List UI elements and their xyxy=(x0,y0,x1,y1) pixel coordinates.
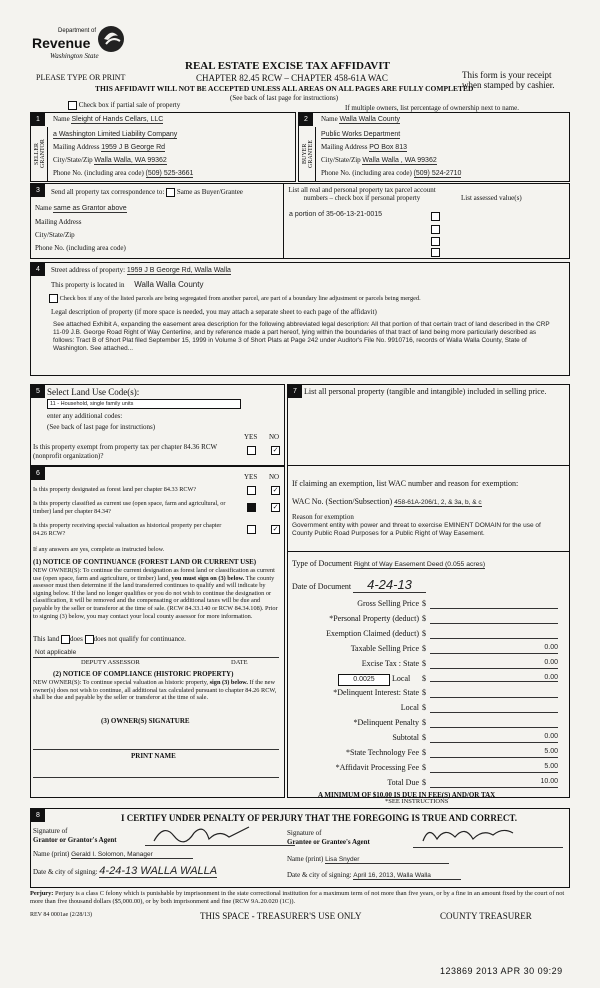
legal-description[interactable]: See attached Exhibit A, expanding the easement area description for the following abbreviated legal description: All that portion of that certain tract of land described in the CRP 11-09 J.B. George Road Right of Way Centerline, and by reference made a part hereof, lying within the boundaries of that tract of land being more particularly described as follows: Tract B of Short Plat filed September 15, 1999 in Volume 3 of Short Plats at Page 242 under Auditor's File No. 9910716, records of Walla Walla County, State of Washington. See attached... xyxy=(53,321,550,352)
tax-line-row xyxy=(288,614,569,624)
tax-line-row xyxy=(288,688,569,698)
forest-no-checkbox[interactable]: ✓ xyxy=(272,486,279,494)
notice1-body: NEW OWNER(S): To continue the current designation as forest land or classification as current use (open space, farm and agriculture, or timber) land, you must sign on (3) below. The county assessor must then determine if the land transferred continues to qualify and will indicate by signing below. If the land no longer qualifies or you do not wish to continue the designation or classification, it will be removed and the compensating or additional taxes will be due and payable by the seller or transferor at the time of sale. (RCW 84.33.140 or RCW 84.34.108). Prior to signing (3) below, you may contact your local county assessor for more information. xyxy=(33,567,278,620)
tax-line-label: *Personal Property (deduct) xyxy=(329,614,419,623)
historic-no-checkbox[interactable]: ✓ xyxy=(272,525,279,533)
dept-line1: Department of xyxy=(58,28,97,34)
multiple-owners-note: If multiple owners, list percentage of ownership next to name. xyxy=(345,104,519,112)
tax-line-value[interactable] xyxy=(430,688,558,698)
seller-phone[interactable]: (509) 525-3661 xyxy=(145,170,194,177)
grantor-signature[interactable] xyxy=(149,821,259,847)
exempt-no-checkbox[interactable]: ✓ xyxy=(272,446,279,454)
forest-question: Is this property designated as forest land per chapter 84.33 RCW? xyxy=(33,486,197,493)
current-use-no-checkbox[interactable]: ✓ xyxy=(272,503,279,511)
revenue-logo xyxy=(30,22,130,64)
revenue-logo-icon xyxy=(96,24,126,54)
tax-line-dollar: $ xyxy=(422,644,426,653)
segregated-row: Check box if any of the listed parcels are being segregated from another parcel, are part of a boundary line adjustment or parcels being merged. xyxy=(49,294,421,303)
grantor-print-name[interactable]: Gerald I. Solomon, Manager xyxy=(71,851,193,859)
land-use-section xyxy=(30,384,285,466)
section-5-number: 5 xyxy=(31,385,45,398)
partial-sale-row xyxy=(68,101,180,110)
seller-city[interactable]: Walla Walla, WA 99362 xyxy=(94,157,167,164)
parcel-checkbox-1[interactable] xyxy=(431,212,440,221)
located-row: This property is located in Walla Walla County xyxy=(51,280,204,289)
grantee-print-name[interactable]: Lisa Snyder xyxy=(325,856,449,864)
parcel-checkbox-2[interactable] xyxy=(431,225,440,234)
historic-question: Is this property receiving special valuation as historical property per chapter 84.26 RCW? xyxy=(33,522,222,537)
tax-line-value[interactable] xyxy=(430,703,558,713)
historic-yes-checkbox[interactable] xyxy=(247,525,256,534)
wac-number[interactable]: 458-61A-206/1, 2, & 3a, b, & c xyxy=(394,499,482,506)
buyer-name2: Public Works Department xyxy=(321,131,401,138)
tax-line-label: *Affidavit Processing Fee xyxy=(335,763,419,772)
section-4-number: 4 xyxy=(31,263,45,276)
parcel-list-label: List all real and personal property tax parcel account numbers – check box if personal property xyxy=(288,186,436,202)
notice2-body: NEW OWNER(S): To continue special valuation as historic property, sign (3) below. If the new owner(s) does not wish to continue, all additional tax calculated pursuant to chapter 84.26 RCW, shall be due and payable by the seller or transferor at the time of sale. xyxy=(33,679,277,702)
local-label: Local xyxy=(392,674,411,683)
seller-section xyxy=(30,112,296,182)
tax-line-dollar: $ xyxy=(422,629,426,638)
send-correspondence-row: Send all property tax correspondence to: Same as Buyer/Grantee xyxy=(51,188,243,197)
tax-line-row xyxy=(288,644,569,654)
located-county[interactable]: Walla Walla County xyxy=(134,280,204,289)
seller-mailing[interactable]: 1959 J B George Rd xyxy=(101,144,166,151)
tax-line-row xyxy=(288,763,569,773)
dept-line2: Revenue xyxy=(32,35,91,51)
additional-codes-label: enter any additional codes: xyxy=(47,412,123,420)
tax-line-dollar: $ xyxy=(422,733,426,742)
seller-name2: a Washington Limited Liability Company xyxy=(53,131,178,138)
tax-line-label: Exemption Claimed (deduct) xyxy=(326,629,419,638)
print-name-label: PRINT NAME xyxy=(131,752,176,760)
parcel-checkbox-4[interactable] xyxy=(431,248,440,257)
grantor-print-row: Name (print) Gerald I. Solomon, Manager xyxy=(33,850,193,858)
receipt-line1: This form is your receipt xyxy=(462,70,552,80)
buyer-mailing-row: Mailing Address PO Box 813 xyxy=(321,143,407,151)
reason-text[interactable]: Government entity with power and threat to exercise EMINENT DOMAIN for the use of County Public Road Purposes for a Public Right of Way Easement. xyxy=(292,522,541,537)
tax-line-row xyxy=(288,778,569,788)
seller-phone-row: Phone No. (including area code) (509) 525-3661 xyxy=(53,169,194,177)
buyer-phone[interactable]: (509) 524-2710 xyxy=(413,170,462,177)
seller-side-label: SELLER GRANTOR xyxy=(34,139,46,169)
section-1-number: 1 xyxy=(31,113,45,126)
current-use-yes-checkbox[interactable] xyxy=(247,503,256,512)
legal-label: Legal description of property (if more space is needed, you may attach a separate sheet to each page of the affidavit) xyxy=(51,308,377,316)
segregated-checkbox[interactable] xyxy=(49,294,58,303)
tax-line-value[interactable] xyxy=(430,718,558,728)
tax-line-value[interactable]: 5.00 xyxy=(430,763,558,773)
tax-line-dollar: $ xyxy=(422,703,426,712)
notice1-title: (1) NOTICE OF CONTINUANCE (FOREST LAND OR CURRENT USE) xyxy=(33,558,257,566)
grantor-agent-label: Grantor or Grantor's Agent xyxy=(33,836,117,844)
tax-line-label: Subtotal xyxy=(392,733,419,742)
tax-line-label: *Delinquent Penalty xyxy=(353,718,419,727)
s6-no-label: NO xyxy=(269,473,280,481)
s5-see-back: (See back of last page for instructions) xyxy=(47,423,156,431)
does-not-checkbox[interactable] xyxy=(85,635,94,644)
forest-yes-checkbox[interactable] xyxy=(247,486,256,495)
seller-city-row: City/State/Zip Walla Walla, WA 99362 xyxy=(53,156,167,164)
local-dollar: $ xyxy=(422,674,426,683)
parcel-checkbox-3[interactable] xyxy=(431,237,440,246)
deputy-assessor-label: DEPUTY ASSESSOR xyxy=(81,659,140,666)
tax-line-value[interactable]: 0.00 xyxy=(430,644,558,654)
section-7-number: 7 xyxy=(288,385,302,398)
tax-line-row xyxy=(288,748,569,758)
tax-line-row xyxy=(288,733,569,743)
current-use-question: Is this property classified as current use (open space, farm and agricultural, or timber) land per chapter 84.34? xyxy=(33,500,226,515)
doc-date[interactable]: 4-24-13 xyxy=(353,577,426,593)
dept-line3: Washington State xyxy=(50,52,99,60)
buyer-phone-row: Phone No. (including area code) (509) 524-2710 xyxy=(321,169,462,177)
perjury-note: Perjury: Perjury is a class C felony which is punishable by imprisonment in the state correctional institution for a maximum term of not more than five years, or by a fine in an amount fixed by the court of not more than five thousand dollars ($5,000.00), or by both imprisonment and fine (RCW 9A.20.020 (1C)). xyxy=(30,890,565,905)
grantee-signature[interactable] xyxy=(419,821,529,847)
certification-section xyxy=(30,808,570,888)
tax-line-label: Gross Selling Price xyxy=(357,599,419,608)
certify-statement: I CERTIFY UNDER PENALTY OF PERJURY THAT THE FOREGOING IS TRUE AND CORRECT. xyxy=(121,813,518,823)
tax-line-value[interactable]: 5.00 xyxy=(430,748,558,758)
doc-date-row: Date of Document 4-24-13 xyxy=(292,577,426,592)
same-as-buyer-checkbox[interactable] xyxy=(166,188,175,197)
tax-line-dollar: $ xyxy=(422,718,426,727)
s3-phone-label: Phone No. (including area code) xyxy=(35,244,126,252)
exempt-yes-checkbox[interactable] xyxy=(247,446,256,455)
seller-name[interactable]: Sleight of Hands Cellars, LLC xyxy=(71,116,164,123)
assessed-label: List assessed value(s) xyxy=(461,194,522,202)
does-checkbox[interactable] xyxy=(61,635,70,644)
see-back: (See back of last page for instructions) xyxy=(230,94,339,102)
s5-yes-label: YES xyxy=(244,433,258,441)
land-use-select[interactable]: 11 - Household, single family units xyxy=(47,399,241,409)
grantor-date-row: Date & city of signing: 4-24-13 WALLA WALLA xyxy=(33,865,218,877)
parcel-number[interactable]: a portion of 35-06-13-21-0015 xyxy=(289,211,383,218)
tax-line-dollar: $ xyxy=(422,763,426,772)
partial-sale-label: Check box if partial sale of property xyxy=(78,101,181,110)
minimum-note: A MINIMUM OF $10.00 IS DUE IN FEE(S) AND/OR TAX xyxy=(318,791,496,799)
buyer-side-label: BUYER GRANTEE xyxy=(302,140,314,168)
tax-line-value[interactable] xyxy=(430,599,558,609)
grantee-print-row: Name (print) Lisa Snyder xyxy=(287,855,449,863)
section-6-number: 6 xyxy=(31,467,45,480)
street-row: Street address of property: 1959 J B George Rd, Walla Walla xyxy=(51,266,231,274)
tax-line-label: Excise Tax : State xyxy=(361,659,419,668)
buyer-mailing[interactable]: PO Box 813 xyxy=(369,144,407,151)
doc-type[interactable]: Right of Way Easement Deed (0.055 acres) xyxy=(353,561,486,568)
tax-line-dollar: $ xyxy=(422,614,426,623)
tax-line-value[interactable]: 0.00 xyxy=(430,659,558,669)
partial-sale-checkbox[interactable] xyxy=(68,101,77,110)
grantee-date-row: Date & city of signing: April 16, 2013, Walla Walla xyxy=(287,871,461,879)
street-address[interactable]: 1959 J B George Rd, Walla Walla xyxy=(126,267,231,274)
not-applicable[interactable]: Not applicable xyxy=(35,649,77,656)
buyer-city-row: City/State/Zip Walla Walla , WA 99362 xyxy=(321,156,437,164)
tax-line-label: *State Technology Fee xyxy=(345,748,419,757)
tax-line-row xyxy=(288,659,569,669)
county-treasurer: COUNTY TREASURER xyxy=(440,911,532,921)
buyer-name[interactable]: Walla Walla County xyxy=(339,116,401,123)
form-title: REAL ESTATE EXCISE TAX AFFIDAVIT xyxy=(185,60,390,72)
tax-line-dollar: $ xyxy=(422,688,426,697)
property-section xyxy=(30,262,570,376)
buyer-name-row: Name Walla Walla County xyxy=(321,115,401,123)
s6-yes-label: YES xyxy=(244,473,258,481)
grantee-sig-label1: Signature of xyxy=(287,829,322,837)
exemption-label: If claiming an exemption, list WAC number and reason for exemption: xyxy=(292,479,519,488)
date-label: DATE xyxy=(231,659,248,666)
see-instructions: *SEE INSTRUCTIONS xyxy=(385,798,449,805)
s5-no-label: NO xyxy=(269,433,280,441)
buyer-section xyxy=(298,112,570,182)
correspondence-section xyxy=(30,183,570,259)
tax-line-label: Total Due xyxy=(387,778,419,787)
tax-line-row xyxy=(288,718,569,728)
seller-mailing-row: Mailing Address 1959 J B George Rd xyxy=(53,143,166,151)
grantee-date-city[interactable]: April 16, 2013, Walla Walla xyxy=(353,872,461,880)
tax-line-value[interactable] xyxy=(430,614,558,624)
tax-line-label: Taxable Selling Price xyxy=(350,644,419,653)
tax-line-value[interactable]: 0.00 xyxy=(430,733,558,743)
tax-line-value[interactable]: 10.00 xyxy=(430,778,558,788)
grantor-date-city[interactable]: 4-24-13 WALLA WALLA xyxy=(99,865,218,877)
grantee-agent-label: Grantee or Grantee's Agent xyxy=(287,838,370,846)
seller-name-row: Name Sleight of Hands Cellars, LLC xyxy=(53,115,164,123)
owner-signature-label: (3) OWNER(S) SIGNATURE xyxy=(101,717,190,725)
s3-mailing-label: Mailing Address xyxy=(35,218,82,226)
form-revision: REV 84 0001ae (2/28/13) xyxy=(30,912,93,918)
tax-line-dollar: $ xyxy=(422,748,426,757)
local-value[interactable]: 0.00 xyxy=(430,674,558,682)
s3-name[interactable]: same as Grantor above xyxy=(53,205,127,212)
tax-line-row xyxy=(288,599,569,609)
tax-line-dollar: $ xyxy=(422,659,426,668)
section-3-number: 3 xyxy=(31,184,45,197)
land-use-label: Select Land Use Code(s): xyxy=(47,387,140,397)
grantor-sig-label1: Signature of xyxy=(33,827,68,835)
tax-line-dollar: $ xyxy=(422,599,426,608)
exempt-question: Is this property exempt from property tax per chapter 84.36 RCW (nonprofit organization)? xyxy=(33,443,217,460)
this-land-row: This land does does not qualify for continuance. xyxy=(33,635,186,644)
tax-line-value[interactable] xyxy=(430,629,558,639)
reason-label: Reason for exemption xyxy=(292,513,354,521)
notice2-title: (2) NOTICE OF COMPLIANCE (HISTORIC PROPERTY) xyxy=(53,670,234,678)
form-warning: THIS AFFIDAVIT WILL NOT BE ACCEPTED UNLESS ALL AREAS ON ALL PAGES ARE FULLY COMPLETED xyxy=(95,84,474,93)
receipt-stamp: 123869 2013 APR 30 09:29 xyxy=(440,966,563,976)
receipt-line2: when stamped by cashier. xyxy=(462,80,555,90)
tax-line-row xyxy=(288,629,569,639)
any-yes-note: If any answers are yes, complete as instructed below. xyxy=(33,546,165,553)
treasurer-space: THIS SPACE - TREASURER'S USE ONLY xyxy=(200,911,362,921)
wac-row: WAC No. (Section/Subsection) 458-61A-206/1, 2, & 3a, b, & c xyxy=(292,497,482,506)
tax-line-label: *Delinquent Interest: State xyxy=(333,688,419,697)
local-rate-input[interactable]: 0.0025 xyxy=(338,674,390,686)
section-2-number: 2 xyxy=(299,113,313,126)
tax-line-label: Local xyxy=(400,703,419,712)
tax-line-dollar: $ xyxy=(422,778,426,787)
buyer-city[interactable]: Walla Walla , WA 99362 xyxy=(362,157,437,164)
form-chapter: CHAPTER 82.45 RCW – CHAPTER 458-61A WAC xyxy=(196,73,388,83)
doc-type-row: Type of Document Right of Way Easement Deed (0.055 acres) xyxy=(292,559,486,568)
please-type: PLEASE TYPE OR PRINT xyxy=(36,73,126,82)
section-8-number: 8 xyxy=(31,809,45,822)
s3-city-label: City/State/Zip xyxy=(35,231,75,239)
s3-name-row: Name same as Grantor above xyxy=(35,204,127,212)
tax-computation-section xyxy=(287,384,570,798)
personal-property-label: List all personal property (tangible and intangible) included in selling price. xyxy=(304,387,547,396)
forest-land-section xyxy=(30,466,285,798)
tax-line-row xyxy=(288,703,569,713)
